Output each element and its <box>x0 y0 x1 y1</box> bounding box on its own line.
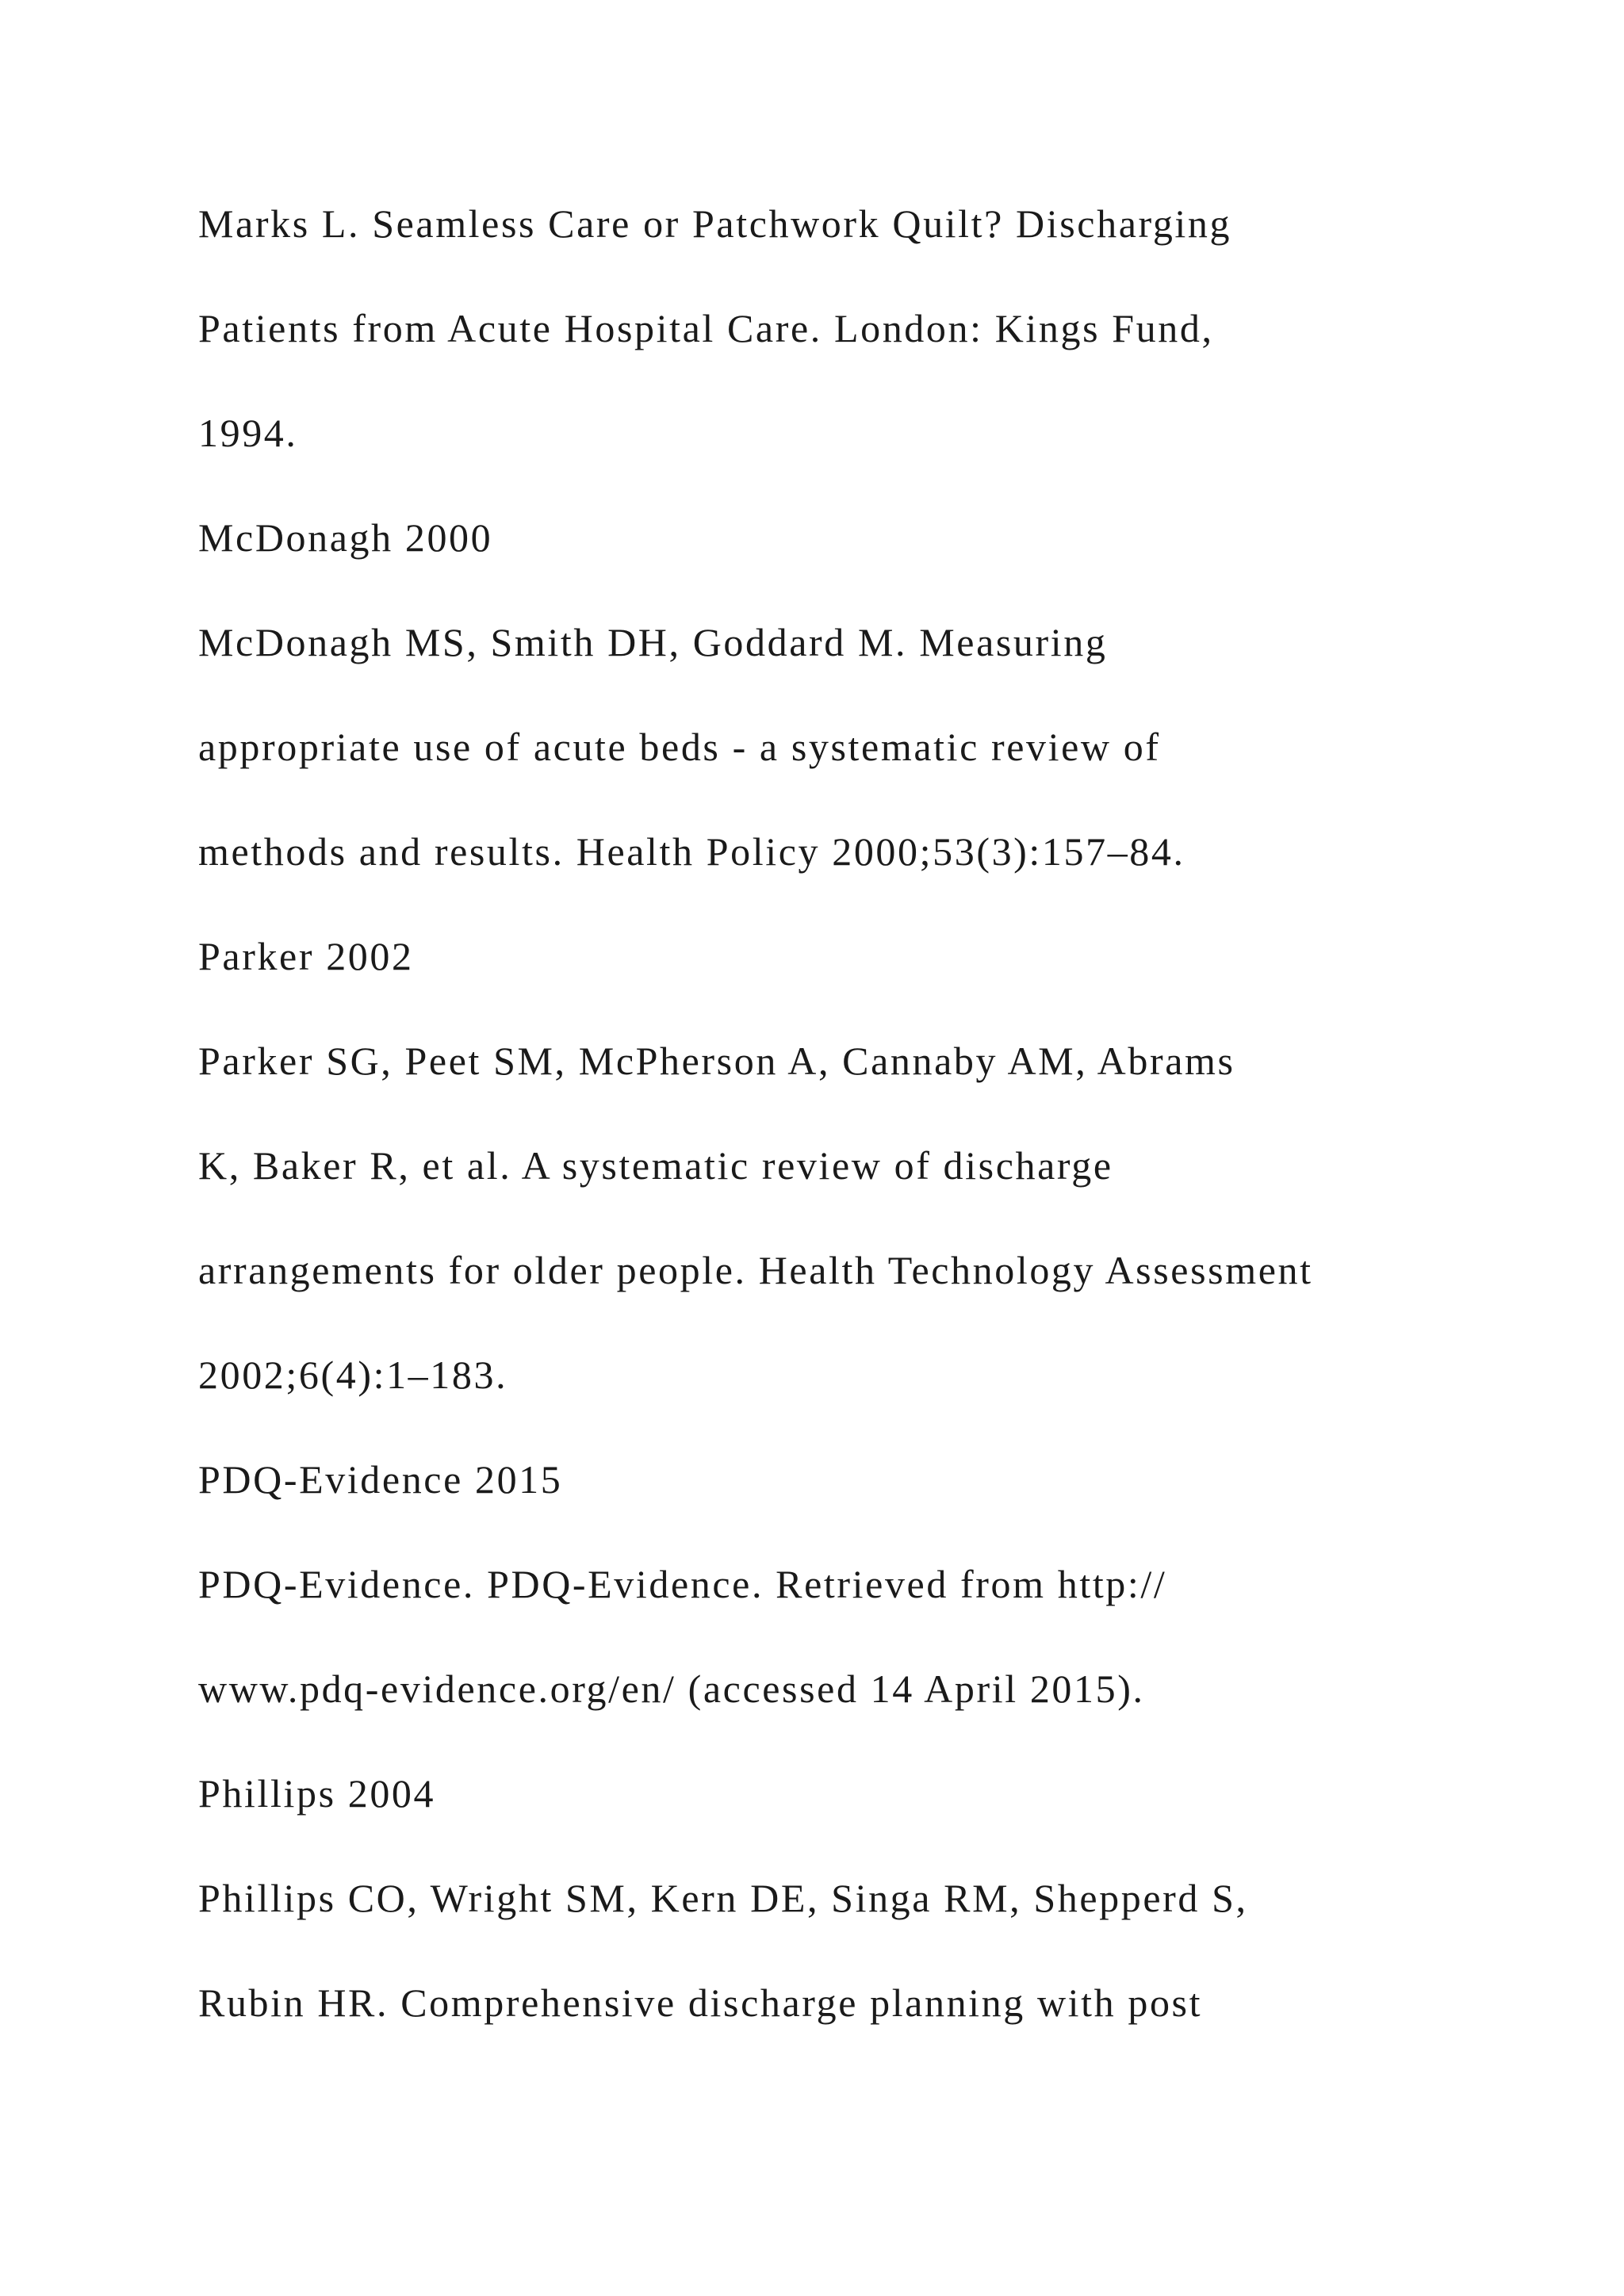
reference-list <box>198 190 1546 2074</box>
reference-text-line: Parker SG, Peet SM, McPherson A, Cannaby AM, Abrams <box>198 1039 1235 1083</box>
reference-text-line: Phillips CO, Wright SM, Kern DE, Singa RM, Shepperd S, <box>198 1876 1248 1920</box>
reference-heading: Parker 2002 <box>198 934 414 978</box>
reference-text-line: Patients from Acute Hospital Care. London: Kings Fund, <box>198 306 1214 350</box>
reference-text-line: 2002;6(4):1–183. <box>198 1353 508 1397</box>
reference-text-line: 1994. <box>198 411 298 455</box>
reference-text-line: www.pdq-evidence.org/en/ (accessed 14 April 2015). <box>198 1667 1145 1711</box>
reference-text-line: K, Baker R, et al. A systematic review of discharge <box>198 1143 1113 1188</box>
reference-heading: Phillips 2004 <box>198 1771 436 1816</box>
reference-text-line: Rubin HR. Comprehensive discharge planning with post <box>198 1980 1203 2025</box>
reference-text-line: PDQ-Evidence. PDQ-Evidence. Retrieved from http:// <box>198 1562 1167 1606</box>
reference-text-line: appropriate use of acute beds - a systematic review of <box>198 725 1161 769</box>
reference-text-line: arrangements for older people. Health Technology Assessment <box>198 1248 1313 1292</box>
reference-heading: PDQ-Evidence 2015 <box>198 1457 563 1502</box>
reference-text-line: Marks L. Seamless Care or Patchwork Quilt? Discharging <box>198 201 1232 246</box>
reference-text-line: McDonagh MS, Smith DH, Goddard M. Measuring <box>198 620 1108 664</box>
reference-text-line: methods and results. Health Policy 2000;53(3):157–84. <box>198 829 1185 874</box>
reference-heading: McDonagh 2000 <box>198 515 493 560</box>
